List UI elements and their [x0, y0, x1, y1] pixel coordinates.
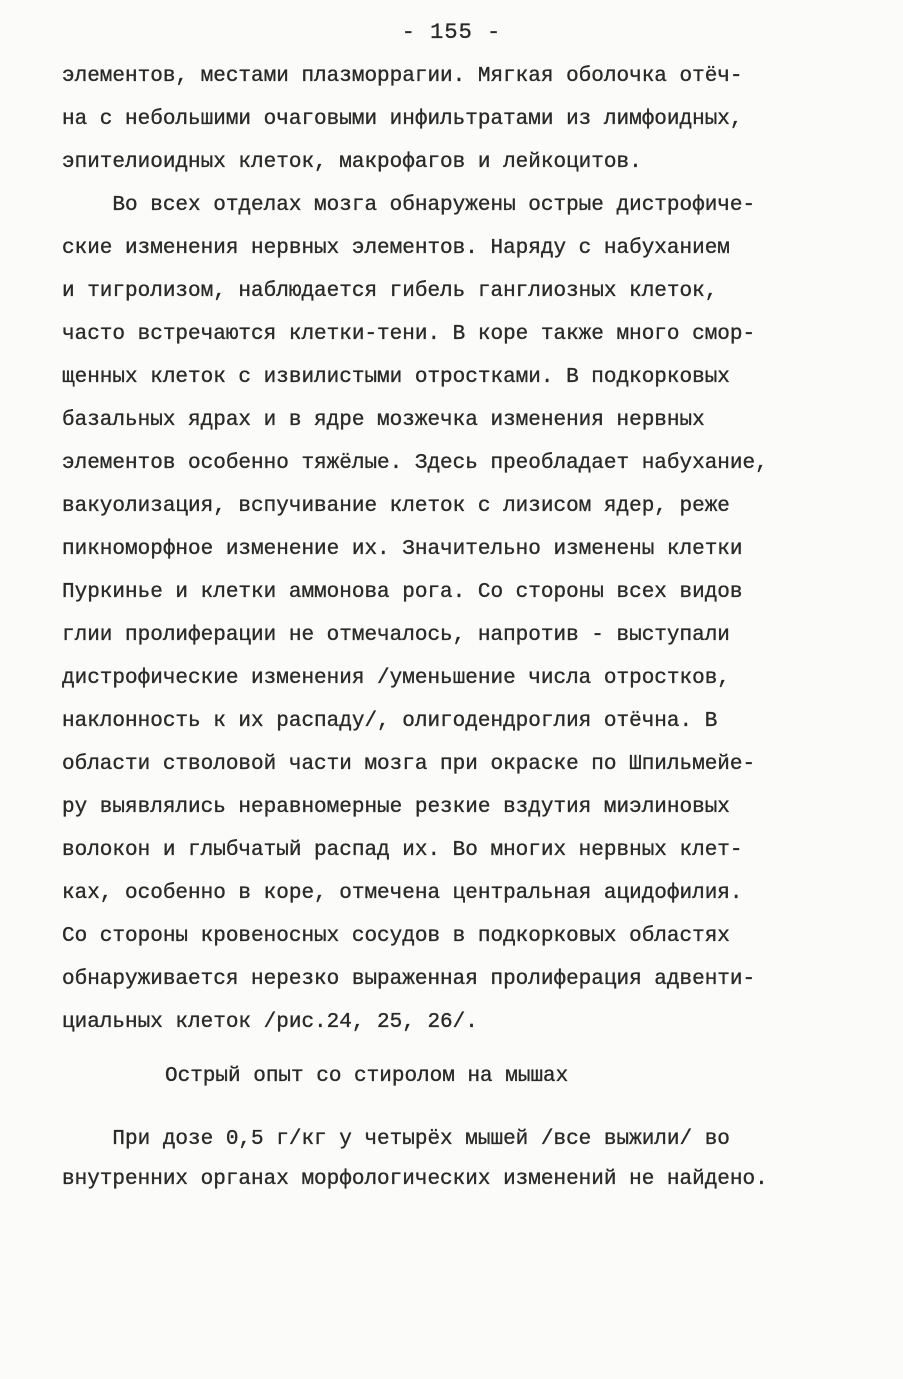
paragraph-2-line-2: ские изменения нервных элементов. Наряду с набуханием	[62, 237, 730, 260]
section-heading: Острый опыт со стиролом на мышах	[165, 1065, 569, 1088]
paragraph-2-line-19: обнаруживается нерезко выраженная пролиферация адвенти-	[62, 968, 756, 991]
paragraph-3-line-1: При дозе 0,5 г/кг у четырёх мышей /все выжили/ во	[62, 1128, 730, 1151]
paragraph-2-line-9: пикноморфное изменение их. Значительно изменены клетки	[62, 538, 743, 561]
paragraph-2-line-11: глии пролиферации не отмечалось, напротив - выступали	[62, 624, 730, 647]
paragraph-2-line-18: Со стороны кровеносных сосудов в подкорковых областях	[62, 925, 730, 948]
paragraph-1-line-3: эпителиоидных клеток, макрофагов и лейкоцитов.	[62, 151, 642, 174]
paragraph-2-line-16: волокон и глыбчатый распад их. Во многих нервных клет-	[62, 839, 743, 862]
paragraph-2-line-3: и тигролизом, наблюдается гибель ганглиозных клеток,	[62, 280, 718, 303]
paragraph-2-line-13: наклонность к их распаду/, олигодендроглия отёчна. В	[62, 710, 718, 733]
paragraph-2-line-14: области стволовой части мозга при окраске по Шпильмейе-	[62, 753, 756, 776]
paragraph-2-line-12: дистрофические изменения /уменьшение числа отростков,	[62, 667, 730, 690]
paragraph-1-line-2: на с небольшими очаговыми инфильтратами из лимфоидных,	[62, 108, 743, 131]
paragraph-2-line-4: часто встречаются клетки-тени. В коре также много смор-	[62, 323, 756, 346]
paragraph-3-line-2: внутренних органах морфологических изменений не найдено.	[62, 1168, 768, 1191]
paragraph-2-line-10: Пуркинье и клетки аммонова рога. Со стороны всех видов	[62, 581, 743, 604]
paragraph-2-line-8: вакуолизация, вспучивание клеток с лизисом ядер, реже	[62, 495, 730, 518]
paragraph-1-line-1: элементов, местами плазморрагии. Мягкая оболочка отёч-	[62, 65, 743, 88]
paragraph-2-line-6: базальных ядрах и в ядре мозжечка изменения нервных	[62, 409, 705, 432]
page-number: - 155 -	[401, 20, 502, 45]
paragraph-2-line-17: ках, особенно в коре, отмечена центральная ацидофилия.	[62, 882, 743, 905]
paragraph-2-line-7: элементов особенно тяжёлые. Здесь преобладает набухание,	[62, 452, 768, 475]
paragraph-2-line-5: щенных клеток с извилистыми отростками. В подкорковых	[62, 366, 730, 389]
paragraph-2-line-1: Во всех отделах мозга обнаружены острые дистрофиче-	[62, 194, 756, 217]
paragraph-2-line-20: циальных клеток /рис.24, 25, 26/.	[62, 1011, 478, 1034]
paragraph-2-line-15: ру выявлялись неравномерные резкие вздутия миэлиновых	[62, 796, 730, 819]
